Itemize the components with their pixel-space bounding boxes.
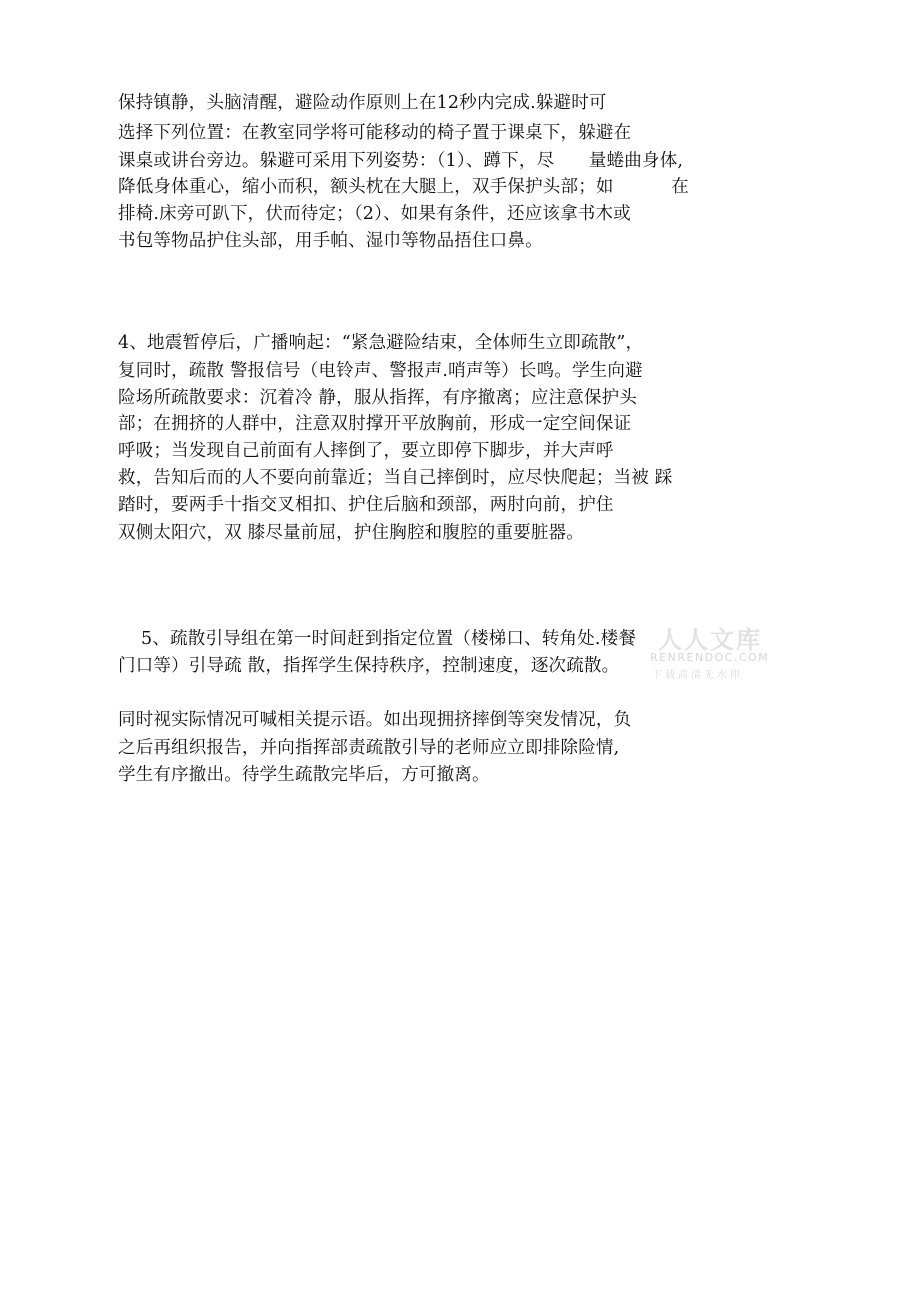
watermark-url: RENRENDOC.COM <box>650 651 770 664</box>
paragraph-2-line-1: 4、地震暂停后，广播响起：“紧急避险结束，全体师生立即疏散”， <box>118 333 644 353</box>
paragraph-3-line-1: 5、疏散引导组在第一时间赶到指定位置（楼梯口、转角处.楼餐 <box>118 629 637 649</box>
paragraph-3-line-2: 门口等）引导疏 散，指挥学生保持秩序，控制速度，逐次疏散。 <box>118 656 620 676</box>
watermark-title: 人人文库 <box>658 626 762 654</box>
paragraph-1-line-3: 课桌或讲台旁边。躲避可采用下列姿势：（1）、蹲下，尽 量蜷曲身体, <box>118 151 684 171</box>
paragraph-4-line-3: 学生有序撤出。待学生疏散完毕后，方可撤离。 <box>118 765 490 785</box>
paragraph-2-line-4: 部；在拥挤的人群中，注意双肘撑开平放胸前，形成一定空间保证 <box>118 414 632 434</box>
paragraph-2-line-5: 呼吸；当发现自己前面有人摔倒了，要立即停下脚步，并大声呼 <box>118 441 614 461</box>
paragraph-1-line-1: 保持镇静，头脑清醒，避险动作原则上在12秒内完成.躲避时可 <box>118 93 607 113</box>
paragraph-2-line-7: 踏时，要两手十指交叉相扣、护住后脑和颈部，两肘向前，护住 <box>118 495 614 515</box>
watermark-logo <box>648 620 778 682</box>
paragraph-1-line-4: 降低身体重心，缩小而积，额头枕在大腿上，双手保护头部；如 在 <box>118 177 689 197</box>
paragraph-1-line-5: 排椅.床旁可趴下，伏而待定；（2）、如果有条件，还应该拿书木或 <box>118 204 631 224</box>
paragraph-2-line-2: 复同时，疏散 警报信号（电铃声、警报声.哨声等）长鸣。学生向避 <box>118 361 643 381</box>
paragraph-2-line-6: 救，告知后而的人不要向前靠近；当自己摔倒时，应尽快爬起；当被 踩 <box>118 468 673 488</box>
paragraph-2-line-8: 双侧太阳穴，双 膝尽量前屈，护住胸腔和腹腔的重要脏器。 <box>118 523 584 543</box>
paragraph-4-line-2: 之后再组织报告，并向指挥部责疏散引导的老师应立即排除险情, <box>118 738 620 758</box>
watermark-tagline: 下载高清无水印 <box>652 670 743 681</box>
paragraph-1-line-6: 书包等物品护住头部，用手帕、湿巾等物品捂住口鼻。 <box>118 231 543 251</box>
paragraph-1-line-2: 选择下列位置：在教室同学将可能移动的椅子置于课桌下，躲避在 <box>118 123 632 143</box>
paragraph-2-line-3: 险场所疏散要求：沉着冷 静，服从指挥，有序撤离；应注意保护头 <box>118 388 638 408</box>
paragraph-4-line-1: 同时视实际情况可喊相关提示语。如出现拥挤摔倒等突发情况，负 <box>118 710 632 730</box>
